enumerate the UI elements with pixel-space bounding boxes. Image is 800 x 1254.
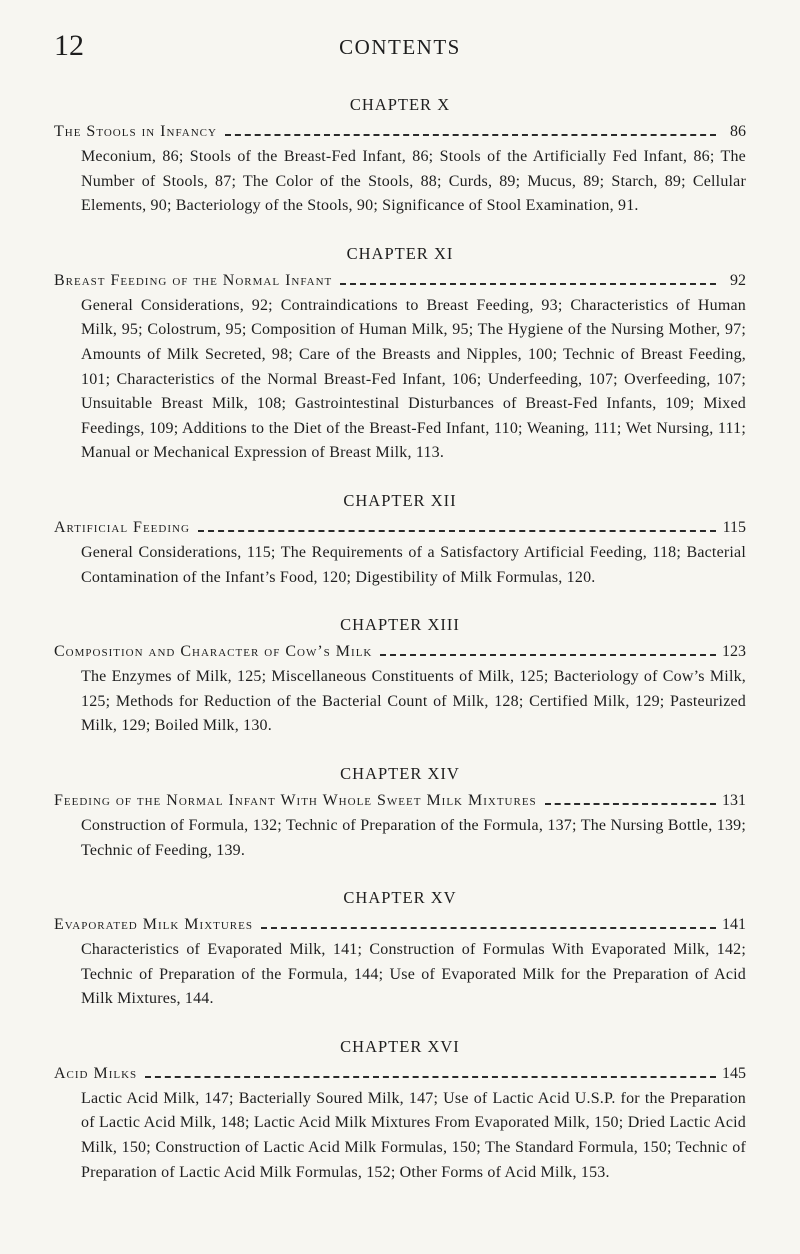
toc-line — [54, 120, 746, 144]
toc-line — [54, 1062, 746, 1086]
chapter-title: Evaporated Milk Mixtures — [54, 916, 253, 934]
chapter-summary: Characteristics of Evaporated Milk, 141; Construction of Formulas With Evaporated Milk, 142; Technic of Preparation of the Formula, 144; Use of Evaporated Milk for the Preparation of Acid Milk Mixtures, 144. — [81, 941, 746, 1008]
chapter-heading: CHAPTER XV — [343, 888, 457, 908]
dot-leader — [198, 530, 716, 532]
chapter-heading: CHAPTER XI — [346, 243, 454, 263]
dot-leader — [380, 654, 716, 656]
chapter-page-number: 123 — [722, 643, 746, 661]
dot-leader — [545, 803, 716, 805]
chapter-entry — [54, 612, 746, 739]
chapter-page-number: 86 — [730, 123, 746, 140]
chapter-title: Feeding of the Normal Infant With Whole Sweet Milk Mixtures — [54, 791, 537, 809]
chapter-page-number: 131 — [722, 791, 746, 809]
dot-leader — [145, 1076, 716, 1078]
chapter-heading: CHAPTER X — [349, 95, 451, 114]
chapter-page-number: 115 — [722, 518, 746, 536]
chapter-entry — [54, 241, 746, 466]
chapter-summary: Meconium, 86; Stools of the Breast-Fed Infant, 86; Stools of the Artificially Fed Infant, 86; The Number of Stools, 87; The Color of the Stools, 88; Curds, 89; Mucus, 89; Starch, 89; Cellular Elements, 90; Bacteriology of the Stools, 90; Significance of Stool Examination, 91. — [81, 148, 746, 215]
chapter-title: Composition and Character of Cow’s Milk — [54, 643, 373, 661]
page-number: 12 — [54, 29, 84, 62]
chapter-page-number: 141 — [722, 916, 746, 934]
chapter-page-number: 145 — [722, 1064, 746, 1082]
chapter-entry — [54, 92, 746, 219]
chapter-entry — [54, 488, 746, 590]
toc-line — [54, 516, 746, 540]
chapter-summary: General Considerations, 92; Contraindications to Breast Feeding, 93; Characteristics of Human Milk, 95; Colostrum, 95; Composition of Human Milk, 95; The Hygiene of the Nursing Mother, 97; Amounts of Milk Secreted, 98; Care of the Breasts and Nipples, 100; Technic of Breast Feeding, 101; Characteristics of the Normal Breast-Fed Infant, 106; Underfeeding, 107; Overfeeding, 107; Unsuitable Breast Milk, 108; Gastrointestinal Disturbances of Breast-Fed Infants, 109; Mixed Feedings, 109; Additions to the Diet of the Breast-Fed Infant, 110; Weaning, 111; Wet Nursing, 111; Manual or Mechanical Expression of Breast Milk, 113. — [81, 296, 746, 462]
chapter-summary: General Considerations, 115; The Requirements of a Satisfactory Artificial Feeding, 118; Bacterial Contamination of the Infant’s Food, 120; Digestibility of Milk Formulas, 120. — [81, 543, 746, 586]
chapter-heading: CHAPTER XII — [343, 490, 457, 510]
dot-leader — [261, 927, 716, 929]
toc-line — [54, 640, 746, 664]
chapter-summary: Construction of Formula, 132; Technic of Preparation of the Formula, 137; The Nursing Bottle, 139; Technic of Feeding, 139. — [81, 816, 746, 859]
chapter-title: Breast Feeding of the Normal Infant — [54, 271, 333, 289]
chapter-page-number: 92 — [730, 271, 746, 289]
chapter-title: Acid Milks — [54, 1064, 138, 1082]
page-header — [54, 28, 746, 64]
chapter-heading: CHAPTER XIII — [340, 615, 460, 635]
table-of-contents — [54, 92, 746, 1207]
toc-line — [54, 789, 746, 813]
chapter-title: The Stools in Infancy — [54, 123, 217, 140]
chapter-entry — [54, 1034, 746, 1185]
chapter-heading: CHAPTER XVI — [340, 1036, 460, 1056]
dot-leader — [340, 283, 716, 285]
running-title: CONTENTS — [339, 35, 461, 59]
chapter-summary: Lactic Acid Milk, 147; Bacterially Soured Milk, 147; Use of Lactic Acid U.S.P. for the Preparation of Lactic Acid Milk, 148; Lactic Acid Milk Mixtures From Evaporated Milk, 150; Dried Lactic Acid Milk, 150; Construction of Lactic Acid Milk Formulas, 150; The Standard Formula, 150; Technic of Preparation of Lactic Acid Milk Formulas, 152; Other Forms of Acid Milk, 153. — [81, 1089, 746, 1181]
chapter-title: Artificial Feeding — [54, 518, 190, 536]
chapter-entry — [54, 761, 746, 863]
dot-leader — [225, 134, 716, 136]
chapter-summary: The Enzymes of Milk, 125; Miscellaneous Constituents of Milk, 125; Bacteriology of Cow’s Milk, 125; Methods for Reduction of the Bacterial Count of Milk, 128; Certified Milk, 129; Pasteurized Milk, 129; Boiled Milk, 130. — [81, 668, 746, 735]
chapter-entry — [54, 885, 746, 1012]
toc-line — [54, 269, 746, 293]
toc-line — [54, 913, 746, 937]
chapter-heading: CHAPTER XIV — [340, 763, 460, 783]
